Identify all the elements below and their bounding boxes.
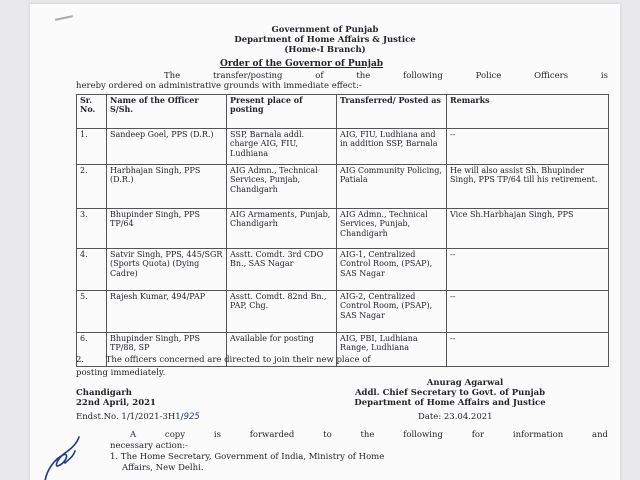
header-sr-no: Sr. No. (77, 95, 107, 129)
cell-name: Satvir Singh, PPS, 445/SGR (Sports Quota) (Dying Cadre) (107, 249, 227, 291)
copy-item-1-line-2: Affairs, New Delhi. (122, 463, 204, 473)
table-row (77, 165, 609, 209)
intro-line-1: The transfer/posting of the following Police Officers is (164, 71, 608, 81)
copy-item-1-line-1: 1. The Home Secretary, Government of India, Ministry of Home (110, 452, 385, 462)
cell-sr: 6. (77, 333, 107, 367)
cell-remarks: -- (447, 249, 609, 291)
order-date: 22nd April, 2021 (76, 398, 156, 408)
cell-name: Harbhajan Singh, PPS (D.R.) (107, 165, 227, 209)
cell-present: AIG Armaments, Punjab, Chandigarh (227, 209, 337, 249)
cell-posted: AIG Community Policing, Patiala (337, 165, 447, 209)
order-title: Order of the Governor of Punjab (220, 59, 384, 69)
cell-present: Available for posting (227, 333, 337, 367)
table-row (77, 249, 609, 291)
cell-name: Bhupinder Singh, PPS TP/88, SP (107, 333, 227, 367)
cell-sr: 5. (77, 291, 107, 333)
cell-name: Rajesh Kumar, 494/PAP (107, 291, 227, 333)
cell-sr: 2. (77, 165, 107, 209)
header-transferred-to: Transferred/ Posted as (337, 95, 447, 129)
handwritten-signature-scrawl (35, 429, 85, 480)
pen-mark (55, 15, 73, 21)
cell-present: Asstt. Comdt. 82nd Bn., PAP, Chg. (227, 291, 337, 333)
paragraph-2-line-1: 2. The officers concerned are directed to join their new place of (76, 355, 371, 365)
endorsement-number (76, 411, 200, 424)
table-row (77, 209, 609, 249)
cell-present: AIG Admn., Technical Services, Punjab, Chandigarh (227, 165, 337, 209)
cell-sr: 3. (77, 209, 107, 249)
cell-remarks: -- (447, 129, 609, 165)
endorsement-date: Date: 23.04.2021 (418, 412, 493, 422)
table-row (77, 291, 609, 333)
cell-present: Asstt. Comdt. 3rd CDO Bn., SAS Nagar (227, 249, 337, 291)
cell-name: Sandeep Goel, PPS (D.R.) (107, 129, 227, 165)
cell-posted: AIG, PBI, Ludhiana Range, Ludhiana (337, 333, 447, 367)
table-header-row (77, 95, 609, 129)
header-department: Department of Home Affairs & Justice (234, 35, 416, 45)
cell-sr: 4. (77, 249, 107, 291)
cell-posted: AIG-2, Centralized Control Room, (PSAP), SAS Nagar (337, 291, 447, 333)
cell-sr: 1. (77, 129, 107, 165)
cell-remarks: Vice Sh.Harbhajan Singh, PPS (447, 209, 609, 249)
cell-remarks: He will also assist Sh. Bhupinder Singh, PPS TP/64 till his retirement. (447, 165, 609, 209)
paragraph-2-line-2: posting immediately. (76, 368, 166, 378)
copy-line-1: A copy is forwarded to the following for information and (130, 430, 608, 440)
cell-posted: AIG-1, Centralized Control Room, (PSAP), SAS Nagar (337, 249, 447, 291)
signatory-designation: Addl. Chief Secretary to Govt. of Punjab (354, 388, 546, 398)
signatory-name: Anurag Agarwal (426, 378, 504, 388)
table-row (77, 129, 609, 165)
header-remarks: Remarks (447, 95, 609, 129)
copy-line-2: necessary action:- (110, 441, 188, 451)
cell-name: Bhupinder Singh, PPS TP/64 (107, 209, 227, 249)
cell-remarks: -- (447, 333, 609, 367)
header-branch: (Home-I Branch) (284, 45, 366, 55)
signatory-department: Department of Home Affairs and Justice (354, 398, 546, 408)
header-present-posting: Present place of posting (227, 95, 337, 129)
intro-line-2: hereby ordered on administrative grounds with immediate effect:- (76, 81, 362, 91)
cell-present: SSP, Barnala addl. charge AIG, FIU, Ludhiana (227, 129, 337, 165)
place: Chandigarh (76, 388, 132, 398)
cell-remarks: -- (447, 291, 609, 333)
endorsement-handwritten-number: 925 (183, 412, 200, 422)
document-page (30, 4, 620, 480)
cell-posted: AIG Admn., Technical Services, Punjab, Chandigarh (337, 209, 447, 249)
header-government: Government of Punjab (271, 25, 379, 35)
header-name: Name of the Officer S/Sh. (107, 95, 227, 129)
transfer-table (76, 94, 609, 367)
cell-posted: AIG, FIU, Ludhiana and in addition SSP, Barnala (337, 129, 447, 165)
endorsement-prefix: Endst.No. 1/1/2021-3H1/ (76, 412, 184, 422)
